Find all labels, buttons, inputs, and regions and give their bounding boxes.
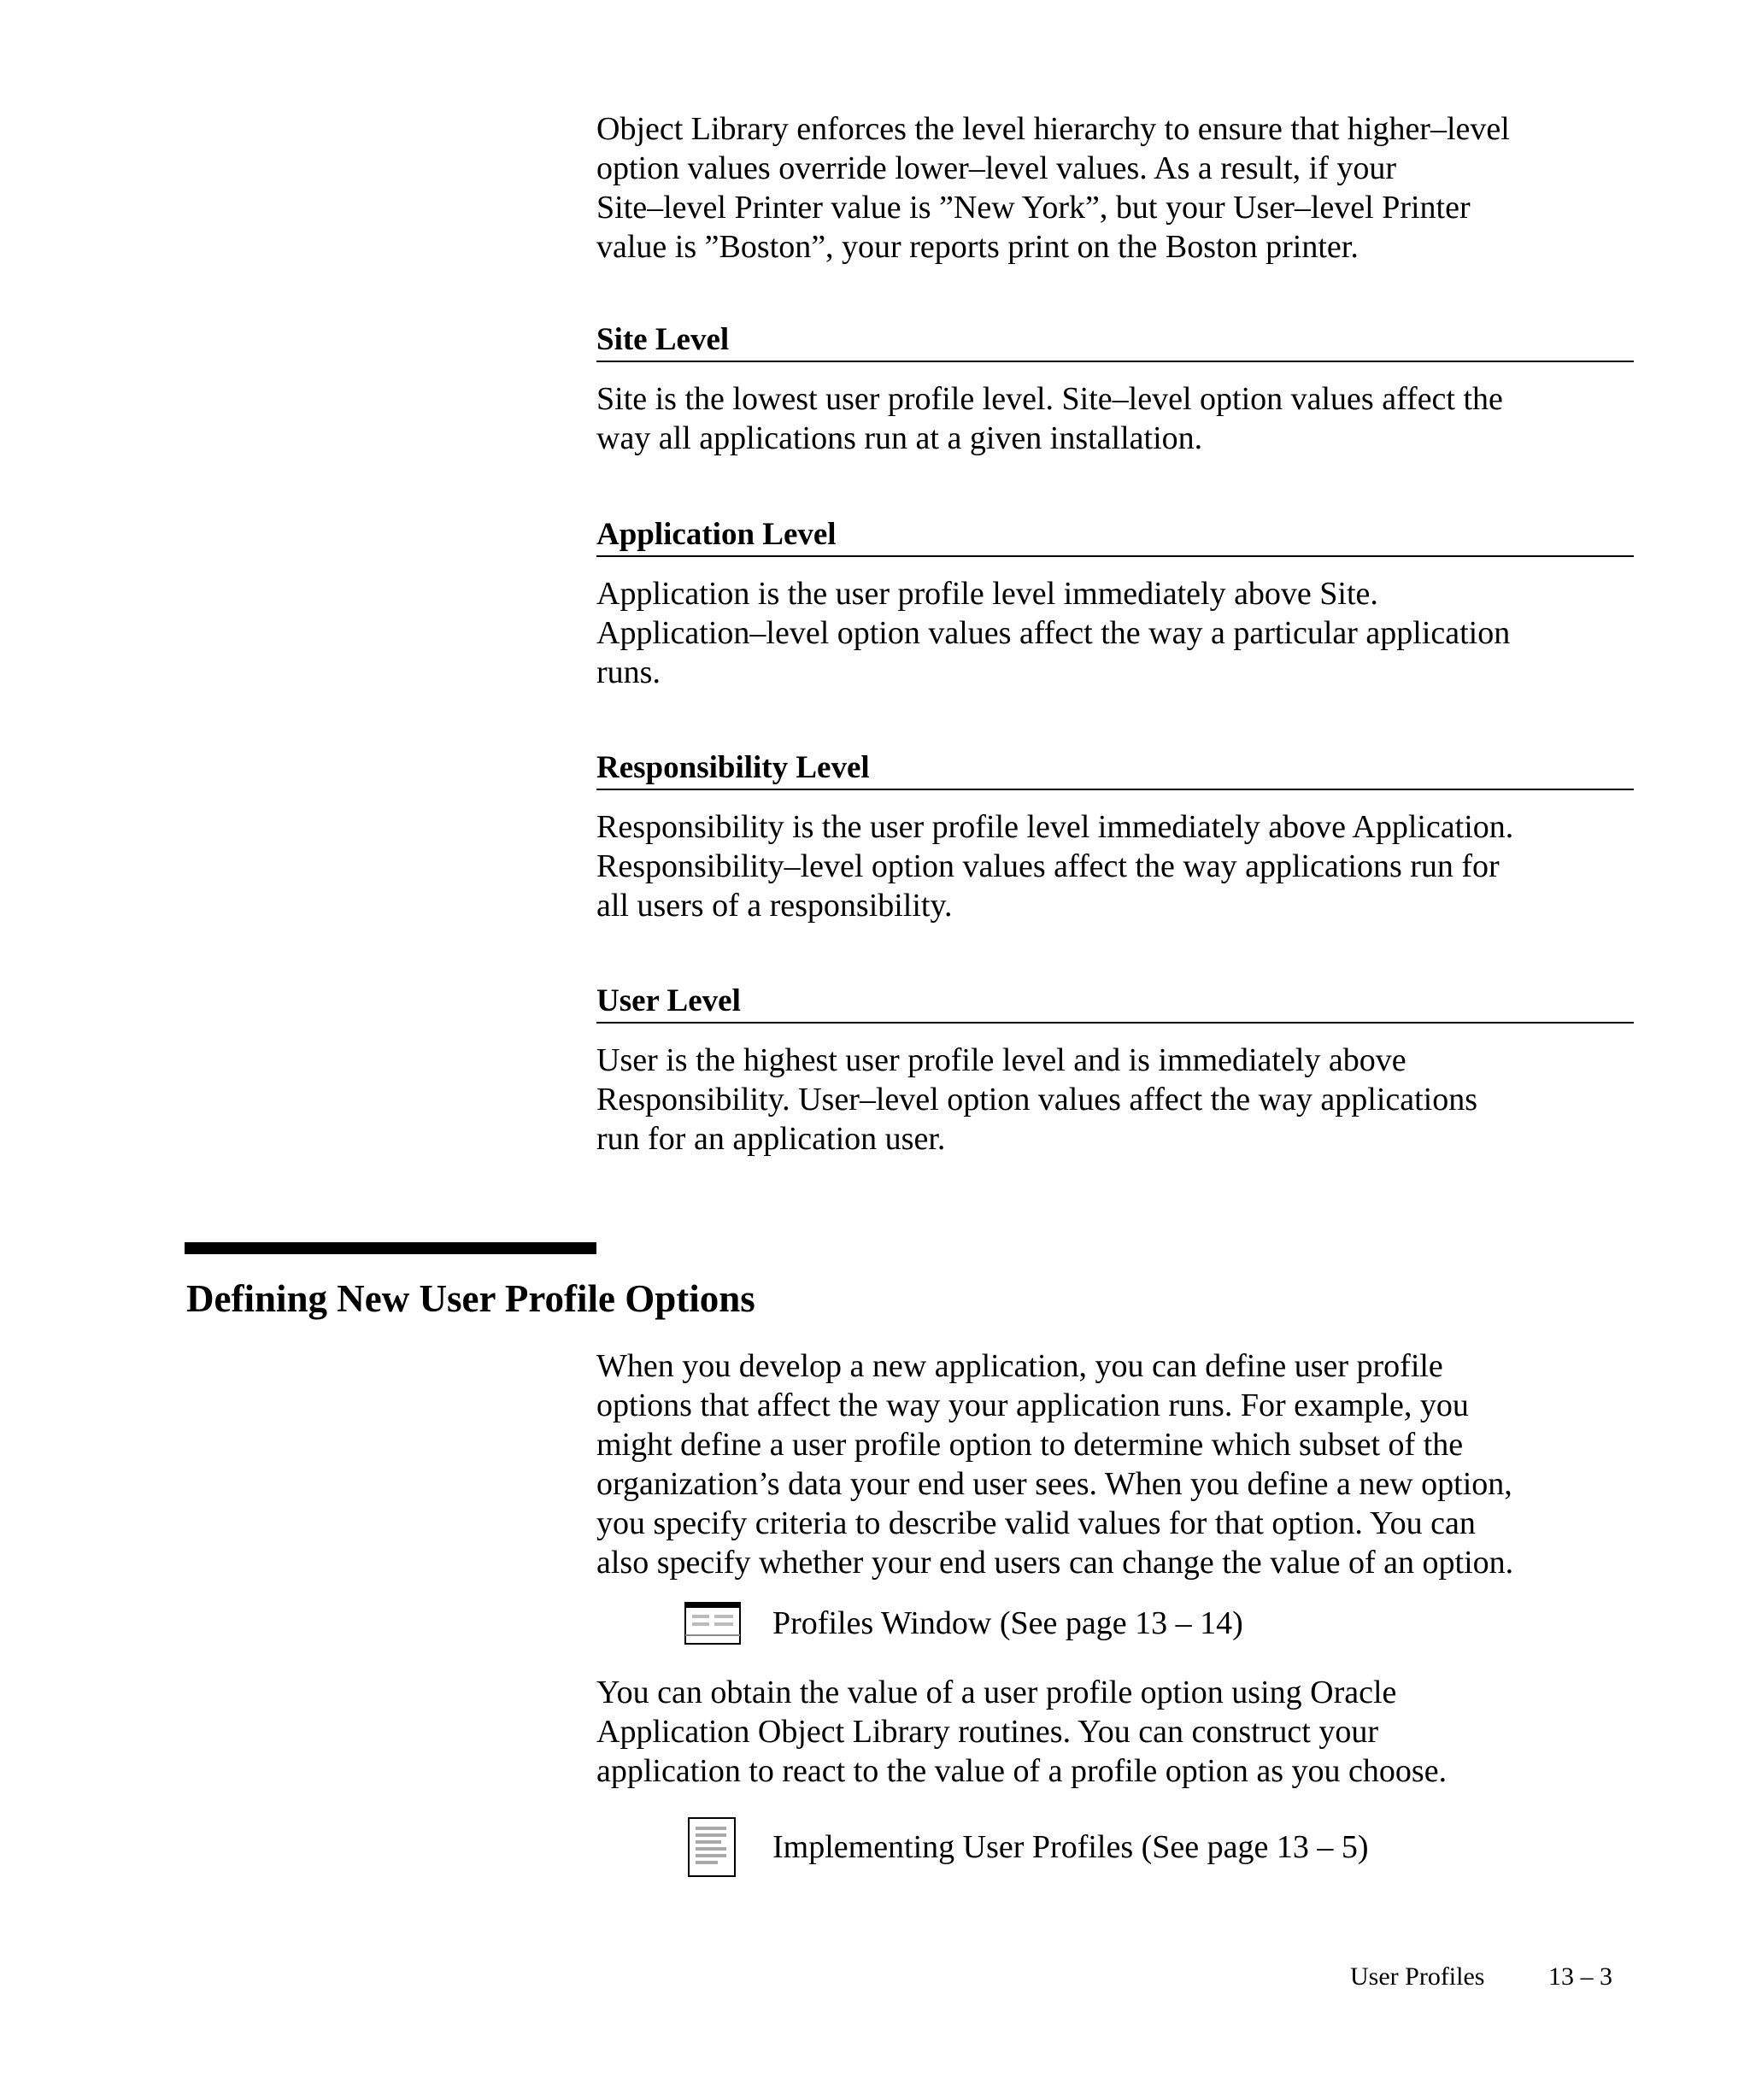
intro-paragraph (596, 109, 1634, 267)
profiles-window-link[interactable] (684, 1598, 1243, 1649)
text-line: options that affect the way your application runs. For example, you (596, 1387, 1469, 1423)
text-line: When you develop a new application, you can define user profile (596, 1348, 1443, 1384)
responsibility-level-heading: Responsibility Level (596, 749, 1634, 790)
implementing-user-profiles-label: Implementing User Profiles (See page 13 – 5) (772, 1829, 1369, 1865)
section-paragraph-2 (596, 1673, 1634, 1791)
text-line: you specify criteria to describe valid values for that option. You can (596, 1505, 1476, 1541)
document-icon (684, 1815, 742, 1880)
text-line: option values override lower–level values. As a result, if your (596, 150, 1397, 186)
text-line: Application is the user profile level immediately above Site. (596, 576, 1378, 612)
application-level-section (596, 516, 1634, 692)
responsibility-level-section (596, 749, 1634, 925)
text-line: User is the highest user profile level and is immediately above (596, 1042, 1406, 1078)
text-line: Responsibility. User–level option values affect the way applications (596, 1082, 1478, 1117)
footer-page-number: 13 – 3 (1548, 1962, 1612, 1991)
section-title: Defining New User Profile Options (186, 1277, 755, 1320)
text-line: all users of a responsibility. (596, 888, 953, 924)
footer-chapter: User Profiles (1350, 1962, 1485, 1991)
text-line: Application Object Library routines. You can construct your (596, 1714, 1378, 1750)
text-line: organization’s data your end user sees. When you define a new option, (596, 1466, 1512, 1502)
text-line: might define a user profile option to determine which subset of the (596, 1427, 1464, 1463)
text-line: Site is the lowest user profile level. Site–level option values affect the (596, 381, 1503, 417)
text-line: run for an application user. (596, 1121, 946, 1157)
text-line: application to react to the value of a profile option as you choose. (596, 1753, 1448, 1789)
text-line: Object Library enforces the level hierarchy to ensure that higher–level (596, 111, 1510, 147)
user-level-section (596, 983, 1634, 1159)
text-line: Site–level Printer value is ”New York”, but your User–level Printer (596, 190, 1471, 226)
profiles-window-label: Profiles Window (See page 13 – 14) (772, 1605, 1243, 1641)
site-level-heading: Site Level (596, 321, 1634, 362)
text-line: runs. (596, 654, 661, 690)
application-level-heading: Application Level (596, 516, 1634, 557)
implementing-user-profiles-link[interactable] (684, 1815, 1369, 1880)
section-paragraph-1 (596, 1346, 1634, 1582)
user-level-heading: User Level (596, 983, 1634, 1024)
text-line: Application–level option values affect the way a particular application (596, 615, 1511, 651)
text-line: also specify whether your end users can change the value of an option. (596, 1545, 1514, 1581)
text-line: Responsibility–level option values affect the way applications run for (596, 848, 1500, 884)
section-rule (185, 1242, 596, 1254)
text-line: way all applications run at a given installation. (596, 420, 1203, 456)
text-line: value is ”Boston”, your reports print on the Boston printer. (596, 229, 1359, 265)
text-line: Responsibility is the user profile level immediately above Application. (596, 809, 1514, 845)
window-icon (684, 1599, 742, 1647)
site-level-section (596, 321, 1634, 458)
text-line: You can obtain the value of a user profile option using Oracle (596, 1675, 1397, 1710)
